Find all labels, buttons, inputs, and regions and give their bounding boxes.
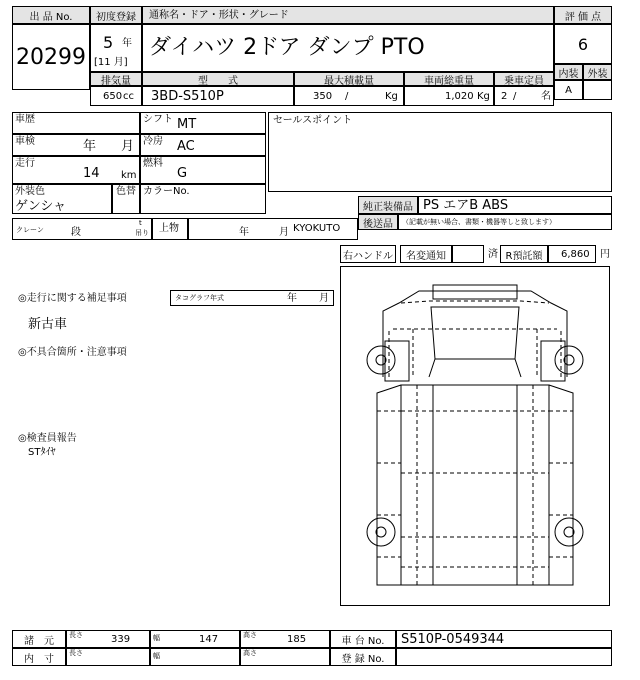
displacement-label: 排気量 [90,72,142,86]
color-no-cell: カラーNo. [140,184,266,214]
model-name: ダイハツ 2ドア ダンプ PTO [149,35,425,60]
tacho-cell: タコグラフ年式 年 月 [170,290,334,306]
displacement-cell: 650 cc [90,86,142,106]
height-cell: 高さ 185 [240,630,330,648]
shift-value: MT [177,117,197,132]
type-label: 型 式 [142,72,294,86]
chassis-label: 車 台 No. [330,630,396,648]
gross-value: 1,020 [445,91,474,102]
type-value: 3BD-S510P [151,89,224,104]
inner-width-cell: 幅 [150,648,240,666]
retrofit-note: （記載が無い場合、書類・機器等しと致します） [402,218,556,226]
inspector-title: ◎検査員報告 [18,433,77,444]
inner-length-cell: 長さ [66,648,150,666]
crane-cell: クレーン 段 t 吊り [12,218,152,240]
model-name-cell [142,24,554,72]
name-change-box [452,245,484,263]
retrofit-cell [398,214,612,230]
mileage-cell: 走行 14 km [12,156,140,184]
score-label: 評 価 点 [554,6,612,24]
equipment-cell [418,196,612,214]
recycle-prefix: 済 [488,249,498,260]
chassis-value: S510P-0549344 [401,632,505,647]
score-value: 6 [577,34,589,54]
color-change-cell: 色替 [112,184,140,214]
retrofit-label: 後送品 [358,214,398,230]
interior-label: 内装 [554,64,583,80]
history-cell: 車歴 [12,112,140,134]
defects-title: ◎不具合箇所・注意事項 [18,347,127,358]
gross-cell: 1,020 Kg [404,86,494,106]
ac-value: AC [177,139,195,154]
chassis-cell [396,630,612,648]
recycle-value-cell [548,245,596,263]
exterior-label: 外装 [583,64,612,80]
lot-label-cell: 出 品 No. [12,6,90,24]
color-value: ゲンシャ [15,199,67,214]
width-cell: 幅 147 [150,630,240,648]
steering-cell: 右ハンドル [340,245,396,263]
recycle-label: R預託額 [500,245,548,263]
score-cell [554,24,612,64]
fuel-value: G [177,166,188,181]
first-reg-month: [11 月] [94,57,128,68]
model-label-cell: 通称名・ドア・形状・グレード [142,6,554,24]
sales-point-cell: セールスポイント [268,112,612,192]
specs-label: 諸 元 [12,630,66,648]
registration-cell [396,648,612,666]
recycle-unit: 円 [600,249,610,260]
lot-number-cell [12,24,90,90]
interior-grade: A [554,80,583,100]
load-value: 350 [313,91,333,102]
load-cell: 350 / Kg [294,86,404,106]
inspector-note: STﾀｲﾔ [28,447,56,458]
shift-cell: シフト MT [140,112,266,134]
type-cell [142,86,294,106]
mileage-value: 14 [83,166,100,181]
supplement-title: ◎走行に関する補足事項 [18,293,127,304]
length-cell: 長さ 339 [66,630,150,648]
capacity-cell: 2 / 名 [494,86,554,106]
capacity-label: 乗車定員 [494,72,554,86]
height-value: 185 [287,634,307,645]
remark-note: 新古車 [28,317,68,332]
recycle-value: 6,860 [561,249,590,260]
registration-label: 登 録 No. [330,648,396,666]
body-label-cell: 上物 [152,218,188,240]
color-cell: 外装色 ゲンシャ [12,184,112,214]
inner-height-cell: 高さ [240,648,330,666]
fuel-cell: 燃料 G [140,156,266,184]
equipment-label: 純正装備品 [358,196,418,214]
first-reg-year: 5 [103,33,114,52]
name-change-label: 名変通知 [400,245,452,263]
inspection-cell: 車検 年 月 [12,134,140,156]
truck-outline-icon [341,267,609,605]
body-cell: 年 月 KYOKUTO [188,218,358,240]
displacement-value: 650 [103,91,123,102]
body-maker: KYOKUTO [293,223,341,234]
capacity-value: 2 [501,91,508,102]
inner-size-label: 内 寸 [12,648,66,666]
lot-number: 20299 [16,44,86,70]
load-label: 最大積載量 [294,72,404,86]
first-reg-cell: 5 年 [11 月] [90,24,142,72]
width-value: 147 [199,634,219,645]
first-reg-label: 初度登録 [90,6,142,24]
length-value: 339 [111,634,131,645]
vehicle-diagram [340,266,610,606]
gross-label: 車両総重量 [404,72,494,86]
exterior-grade [583,80,612,100]
ac-cell: 冷房 AC [140,134,266,156]
equipment-value: PS エアB ABS [423,198,509,213]
